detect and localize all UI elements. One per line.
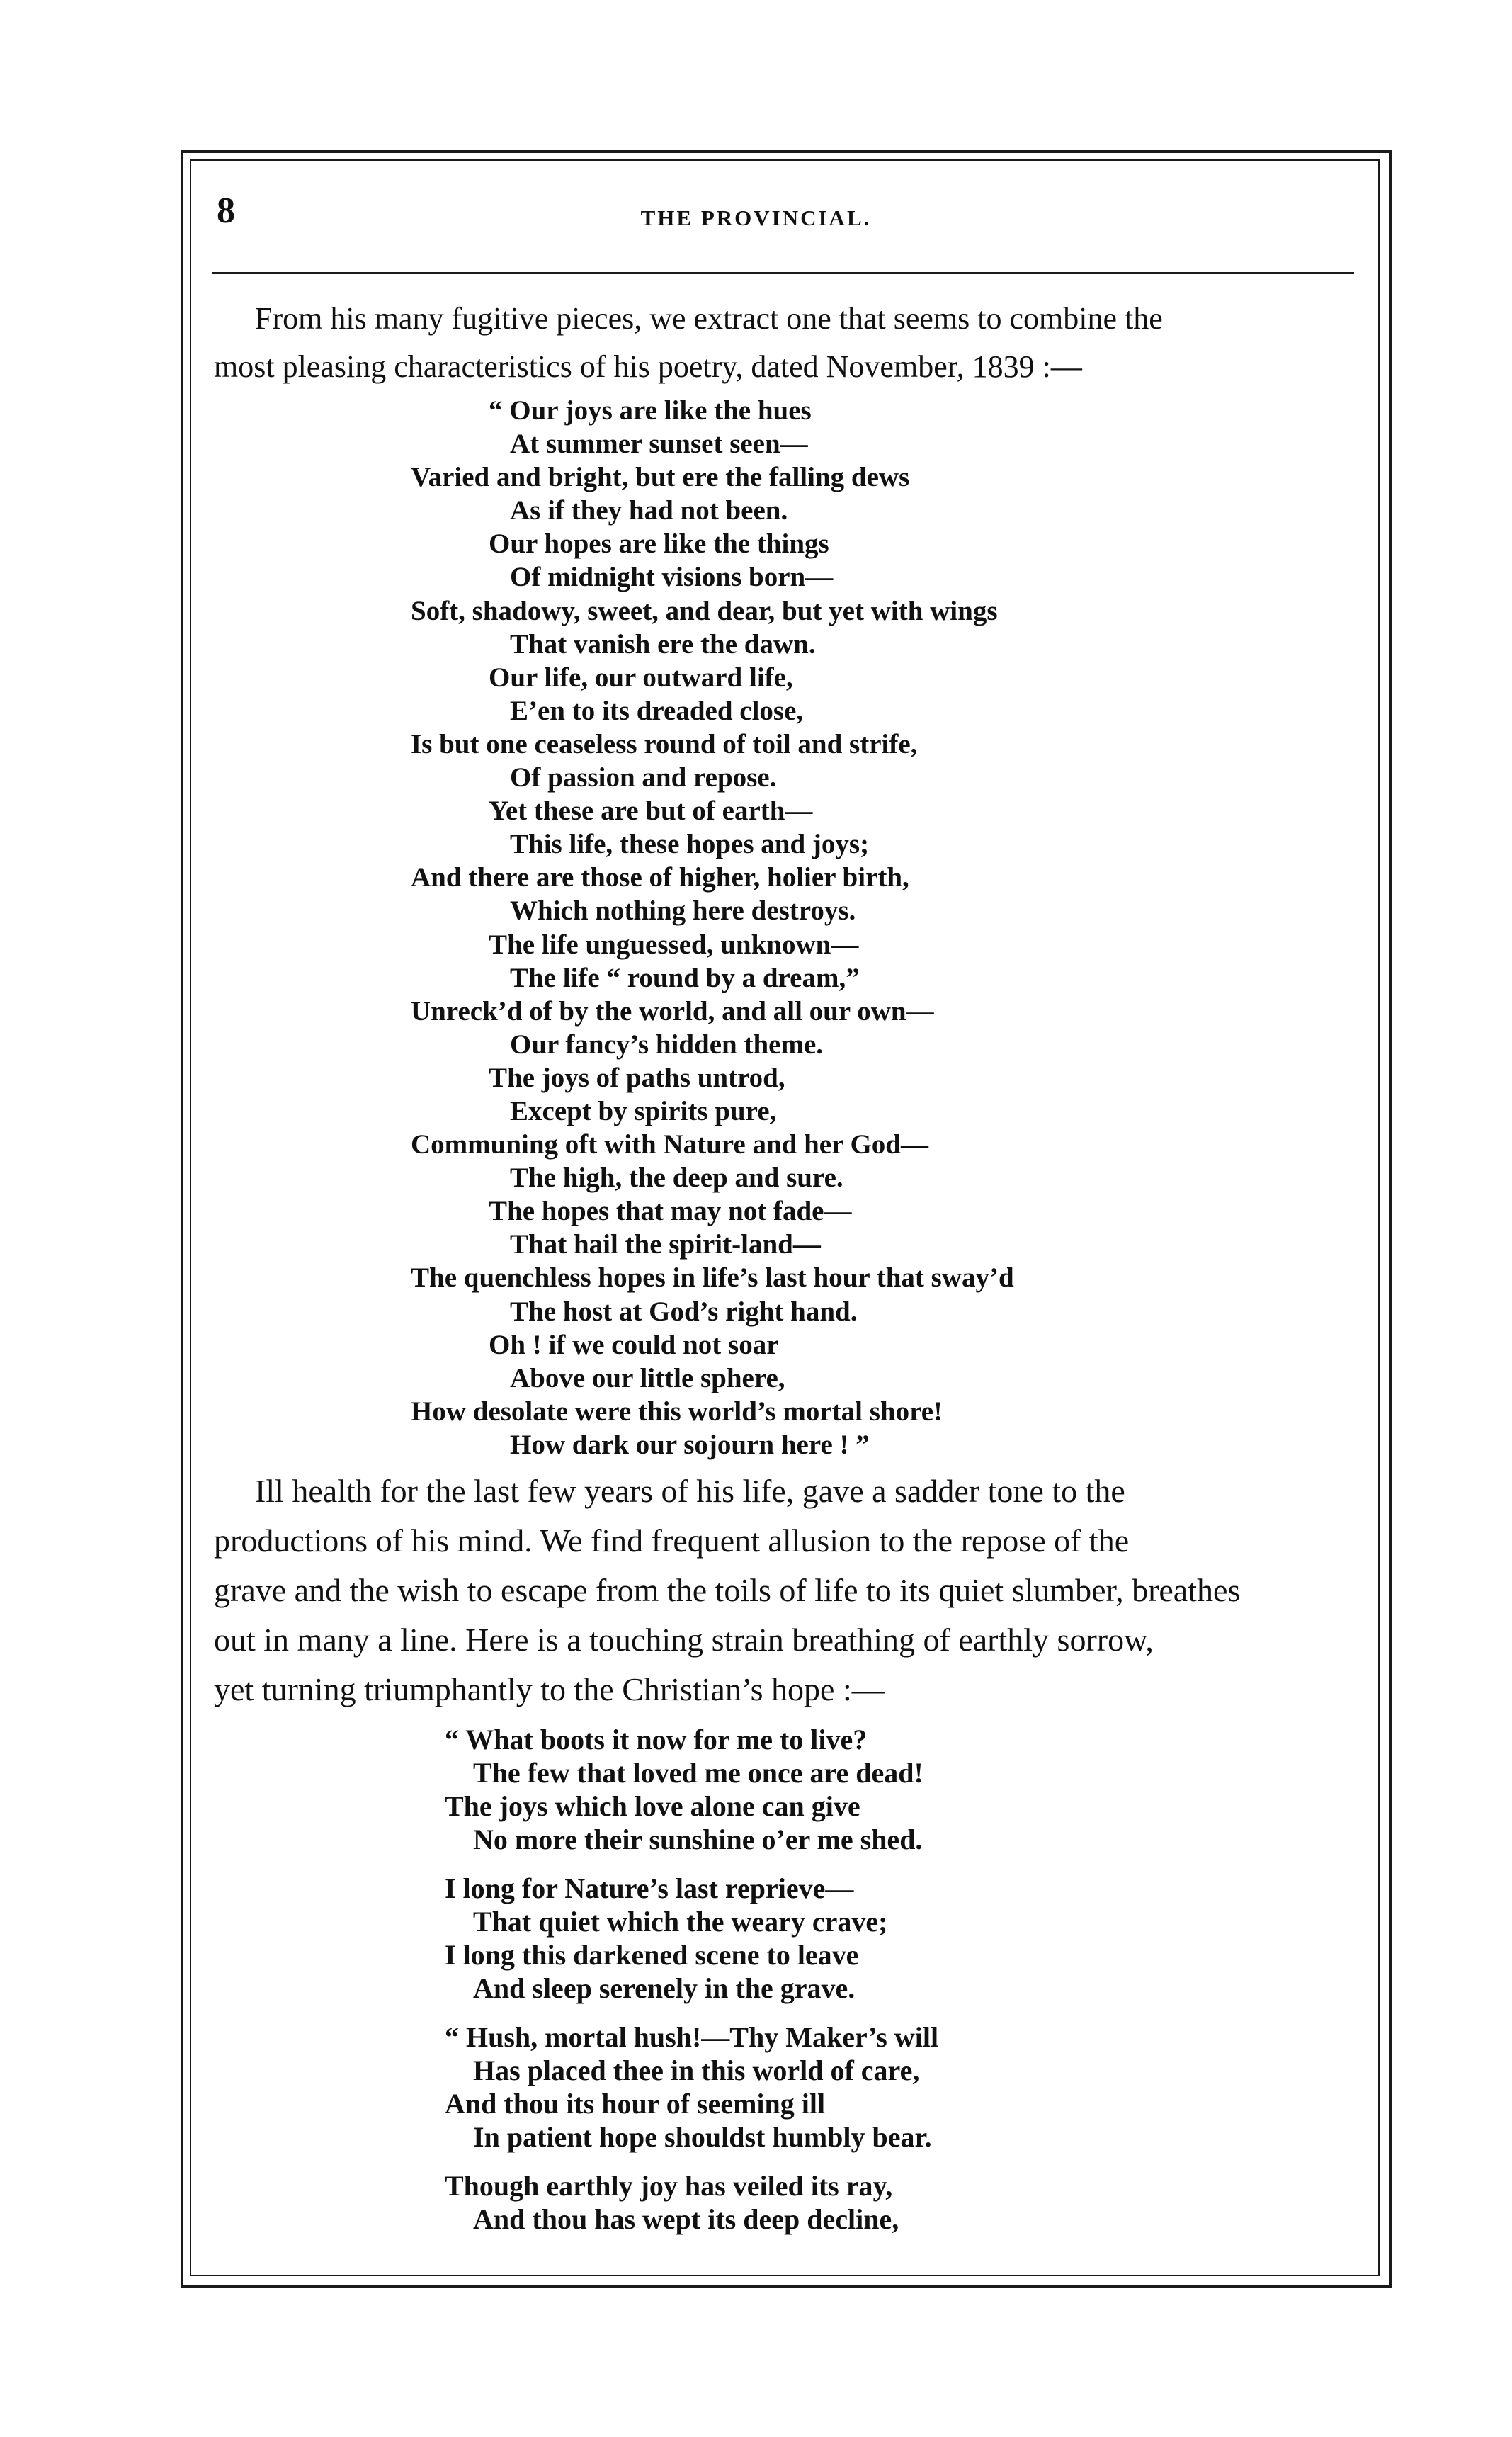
poem-line: That hail the spirit-land—: [510, 1229, 821, 1260]
body-paragraph: [214, 1466, 1354, 1714]
poem-line: The quenchless hopes in life’s last hour that sway’d: [411, 1262, 1014, 1294]
poem-line: I long for Nature’s last reprieve—: [445, 1872, 854, 1904]
poem-line: Except by spirits pure,: [510, 1095, 777, 1126]
poem-line: That quiet which the weary crave;: [473, 1906, 888, 1938]
stanza: [445, 1872, 938, 2005]
poem-line: The host at God’s right hand.: [510, 1296, 858, 1327]
intro-line: most pleasing characteristics of his poetry, dated November, 1839 :—: [214, 349, 1082, 384]
poem-line: And thou has wept its deep decline,: [473, 2203, 899, 2235]
poem-what-boots-it: [445, 1723, 938, 2251]
poem-line: Our hopes are like the things: [489, 528, 829, 560]
poem-line: Which nothing here destroys.: [510, 895, 856, 927]
body-line: yet turning triumphantly to the Christian’s hope :—: [214, 1671, 885, 1707]
poem-line: That vanish ere the dawn.: [510, 628, 816, 660]
body-line: out in many a line. Here is a touching strain breathing of earthly sorrow,: [214, 1622, 1154, 1658]
poem-line: Of midnight visions born—: [510, 562, 834, 593]
poem-line: How desolate were this world’s mortal shore!: [411, 1396, 943, 1427]
poem-line: The few that loved me once are dead!: [473, 1757, 923, 1789]
poem-line: “ What boots it now for me to live?: [445, 1724, 868, 1755]
poem-line: I long this darkened scene to leave: [445, 1939, 859, 1971]
poem-line: The life “ round by a dream,”: [510, 962, 860, 993]
poem-line: The joys of paths untrod,: [489, 1062, 785, 1093]
poem-line: “ Our joys are like the hues: [489, 395, 812, 426]
poem-line: Our fancy’s hidden theme.: [510, 1029, 824, 1060]
intro-line: From his many fugitive pieces, we extract one that seems to combine the: [255, 301, 1163, 336]
poem-line: And thou its hour of seeming ill: [445, 2088, 826, 2120]
poem-line: Of passion and repose.: [510, 762, 777, 793]
poem-line: The life unguessed, unknown—: [489, 929, 859, 960]
poem-our-joys: [411, 394, 1014, 1461]
poem-line: In patient hope shouldst humbly bear.: [473, 2121, 932, 2153]
poem-line: Soft, shadowy, sweet, and dear, but yet with wings: [411, 595, 998, 626]
running-head: THE PROVINCIAL.: [640, 205, 872, 230]
body-line: Ill health for the last few years of his life, gave a sadder tone to the: [255, 1473, 1125, 1509]
poem-line: How dark our sojourn here ! ”: [510, 1429, 870, 1460]
poem-line: This life, these hopes and joys;: [510, 829, 870, 860]
poem-line: Above our little sphere,: [510, 1362, 785, 1393]
poem-line: As if they had not been.: [510, 495, 788, 526]
poem-line: Though earthly joy has veiled its ray,: [445, 2170, 893, 2202]
poem-line: The hopes that may not fade—: [489, 1196, 852, 1227]
body-line: grave and the wish to escape from the toils of life to its quiet slumber, breathes: [214, 1572, 1241, 1608]
poem-line: No more their sunshine o’er me shed.: [473, 1823, 923, 1855]
stanza: [445, 1723, 938, 1856]
body-line: productions of his mind. We find frequent allusion to the repose of the: [214, 1522, 1130, 1559]
poem-line: Has placed thee in this world of care,: [473, 2054, 920, 2086]
poem-line: And there are those of higher, holier birth,: [411, 862, 909, 893]
header-rule: [212, 272, 1354, 274]
poem-line: E’en to its dreaded close,: [510, 695, 804, 726]
poem-line: Unreck’d of by the world, and all our own—: [411, 995, 934, 1027]
poem-line: The joys which love alone can give: [445, 1790, 860, 1822]
poem-line: At summer sunset seen—: [510, 429, 808, 460]
poem-line: “ Hush, mortal hush!—Thy Maker’s will: [445, 2021, 939, 2053]
poem-line: And sleep serenely in the grave.: [473, 1972, 856, 2004]
poem-line: Oh ! if we could not soar: [489, 1329, 779, 1360]
poem-line: Is but one ceaseless round of toil and strife,: [411, 728, 918, 759]
page-number: 8: [217, 191, 235, 231]
poem-line: The high, the deep and sure.: [510, 1163, 843, 1194]
stanza: [445, 2020, 938, 2154]
poem-line: Varied and bright, but ere the falling dews: [411, 462, 910, 493]
stanza: [445, 2169, 938, 2236]
poem-line: Yet these are but of earth—: [489, 796, 813, 827]
intro-paragraph: [214, 295, 1354, 391]
poem-line: Communing oft with Nature and her God—: [411, 1129, 928, 1160]
poem-line: Our life, our outward life,: [489, 662, 793, 693]
